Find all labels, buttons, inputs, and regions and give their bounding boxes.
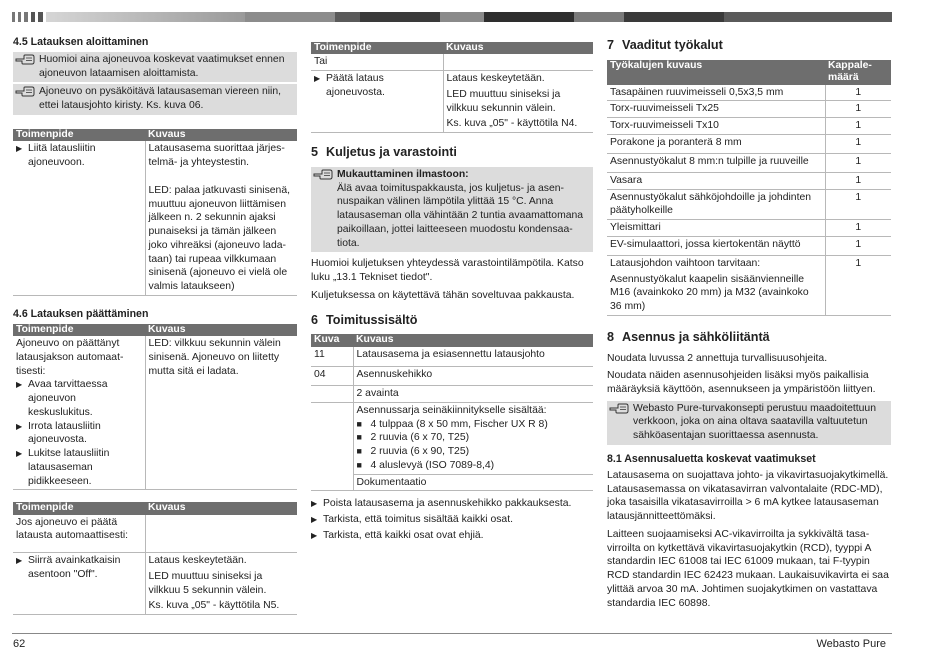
table-header: Kuvaus — [145, 502, 297, 514]
table-row: Yleismittari 1 — [607, 220, 891, 237]
table-row: Tasapäinen ruuvimeisseli 0,5x3,5 mm 1 — [607, 85, 891, 101]
table-row: 04 Asennuskehikko — [311, 367, 593, 386]
section-5-title: 5 Kuljetus ja varastointi — [311, 145, 457, 160]
page-number: 62 — [13, 638, 26, 650]
paragraph: Laitteen suojaamiseksi AC-vikavirroilta ja sykkivältä tasavirroilta on kytkettävä vikavirtasuojakytkin (RCD), tyyppi A standardin IEC 61008 tai IEC 61009 mukaan, tai F-tyypin RCD standardin IEC 62423 mukaan. Laukaisuvikavirta ei saa ylittää arvoa 30 mA. Johtimen suojakytkimen on vastattava standardia IEC 60898. — [607, 528, 889, 609]
bullet-triangle-icon: ▶ — [311, 499, 318, 509]
table-row: Torx-ruuvimeisseli Tx10 1 — [607, 118, 891, 135]
square-bullet-icon: ■ — [356, 446, 362, 457]
table-row: 11 Latausasema ja esiasennettu latausjohto — [311, 347, 593, 367]
bullet-triangle-icon: ▶ — [16, 421, 23, 431]
note-hand-icon — [313, 169, 337, 181]
note-text: Huomioi aina ajoneuvoa koskevat vaatimukset ennen ajoneuvon lataamisen aloittamista. — [39, 53, 285, 79]
table-row: Asennustyökalut sähköjohdoille ja johdinten päätyholkeille 1 — [607, 189, 891, 219]
note-text: Webasto Pure-turvakonsepti perustuu maadoitettuun verkkoon, joka on aina oltava saatavilla valtuutetun sähköasentajan suorittaessa asennusta. — [633, 402, 876, 442]
section-8-title: 8 Asennus ja sähköliitäntä — [607, 329, 770, 344]
table-header: Kuvaus — [353, 334, 593, 346]
bullet-triangle-icon: ▶ — [311, 530, 318, 540]
tools-table — [607, 60, 891, 316]
table-header: Kappalemäärä — [825, 60, 891, 85]
table-header: Kuvaus — [443, 42, 593, 54]
note-box: Mukauttaminen ilmastoon: Älä avaa toimituspakkausta, jos kuljetus- ja asennuspaikan välinen lämpötila ylittää 15 °C. Anna latausaseman olla vähintään 2 tuntia avaamattomana paikoillaan, jottei laitteeseen muodostu kondensaatiota. — [311, 167, 593, 252]
table-row: Latausjohdon vaihtoon tarvitaan: Asennustyökalut kaapelin sisäänvienneille M16 (avainkoko 20 mm) ja M32 (avainkoko 36 mm) 1 — [607, 255, 891, 315]
table-row: Vasara 1 — [607, 172, 891, 189]
column-right — [607, 38, 891, 614]
table-row: Ajoneuvo on päättänyt latausjakson automaattisesti: ▶ Avaa tarvittaessa ajoneuvon keskuslukitus. ▶ Irrota latausliitin ajoneuvosta. ▶ Lukitse latausliitin latausaseman pidikkeeseen. LED: vilkkuu sekunnin välein sinisenä. Ajoneuvo on liitetty mutta sitä ei ladata. — [13, 336, 297, 490]
table-header: Kuvaus — [145, 324, 297, 336]
table-header: Toimenpide — [13, 324, 145, 336]
bullet-triangle-icon: ▶ — [16, 449, 23, 459]
stop-charging-vehicle-table — [311, 42, 593, 133]
table-row: 2 avainta — [311, 386, 593, 403]
delivery-contents-table — [311, 334, 593, 491]
note-box — [13, 52, 297, 82]
table-row: Asennussarja seinäkiinnitykselle sisältää: ■ 4 tulppaa (8 x 50 mm, Fischer UX R 8) ■ 2 ruuvia (6 x 70, T25) ■ 2 ruuvia (6 x 90, T25) ■ 4 aluslevyä (ISO 7089-8,4) — [311, 402, 593, 474]
section-4-5-title: 4.5 Latauksen aloittaminen — [13, 36, 149, 48]
square-bullet-icon: ■ — [356, 432, 362, 443]
table-header: Työkalujen kuvaus — [607, 60, 825, 85]
paragraph: Huomioi kuljetuksen yhteydessä varastointilämpötila. Katso luku „13.1 Tekniset tiedot". — [311, 258, 584, 284]
table-header: Toimenpide — [13, 502, 145, 514]
paragraph: Latausasema on suojattava johto- ja vikavirtasuojakytkimellä. Latausasemassa on vikatasavirran valvontalaite (RDC-MD), joka tasaisilla vikatasavirroilla > 6 mA kytkee latausaseman latausjännitteettömäksi. — [607, 469, 889, 523]
column-middle — [311, 42, 593, 543]
note-hand-icon — [609, 403, 633, 415]
section-6-title: 6 Toimitussisältö — [311, 312, 418, 327]
bullet-triangle-icon: ▶ — [16, 144, 23, 154]
table-row: ▶ Siirrä avainkatkaisin asentoon "Off". Lataus keskeytetään. LED muuttuu siniseksi ja vilkkuu 5 sekunnin välein. Ks. kuva „05" - käyttötila N5. — [13, 553, 297, 615]
table-row: Porakone ja poranterä 8 mm 1 — [607, 134, 891, 153]
bullet-triangle-icon: ▶ — [16, 556, 23, 566]
table-row: Jos ajoneuvo ei päätä latausta automaattisesti: — [13, 515, 297, 553]
note-box — [607, 401, 891, 445]
table-row: ▶ Liitä latausliitin ajoneuvoon. Latausasema suorittaa järjestelmä- ja yhteystestin. LED: palaa jatkuvasti sinisenä, muuttuu ajoneuvon liittämisen jälkeen n. 2 sekunnin ajaksi punaiseksi ja tämän jälkeen joko vihreäksi (ajoneuvo ladataan) tai rupeaa vilkkumaan sinisenä (ajoneuvo ei vielä ole valmis lataukseen) — [13, 141, 297, 295]
table-row: EV-simulaattori, jossa kiertokentän näyttö 1 — [607, 236, 891, 255]
table-row: ▶ Päätä lataus ajoneuvosta. Lataus keskeytetään. LED muuttuu siniseksi ja vilkkuu sekunnin välein. Ks. kuva „05" - käyttötila N4. — [311, 71, 593, 133]
bullet-triangle-icon: ▶ — [311, 515, 318, 525]
footer-brand: Webasto Pure — [816, 638, 886, 650]
table-row: Asennustyökalut 8 mm:n tulpille ja ruuveille 1 — [607, 153, 891, 172]
footer-divider — [12, 633, 892, 634]
paragraph: Noudata näiden asennusohjeiden lisäksi myös paikallisia määräyksiä käyttöön, asennukseen ja ympäristöön liittyen. — [607, 370, 876, 395]
header-color-bar — [12, 12, 892, 22]
bullet-triangle-icon: ▶ — [314, 74, 321, 84]
table-row: Tai — [311, 54, 593, 70]
bullet-triangle-icon: ▶ — [16, 380, 23, 390]
start-charging-table — [13, 129, 297, 296]
table-row: Dokumentaatio — [311, 474, 593, 491]
section-4-6-title: 4.6 Latauksen päättäminen — [13, 307, 149, 320]
note-box — [13, 84, 297, 114]
step-list: ▶ Poista latausasema ja asennuskehikko pakkauksesta. ▶ Tarkista, että toimitus sisältää kaikki osat. ▶ Tarkista, että kaikki osat ovat ehjiä. — [311, 498, 572, 541]
section-8-1-title: 8.1 Asennusaluetta koskevat vaatimukset — [607, 452, 816, 465]
table-header: Kuva — [311, 334, 353, 346]
section-7-title: 7 Vaaditut työkalut — [607, 38, 723, 52]
note-hand-icon — [15, 86, 39, 98]
note-text: Ajoneuvo on pysäköitävä latausaseman viereen niin, ettei latausjohto kiristy. Ks. kuva 06. — [39, 86, 282, 112]
paragraph: Kuljetuksessa on käytettävä tähän soveltuvaa pakkausta. — [311, 289, 575, 301]
table-header: Kuvaus — [145, 129, 297, 141]
table-header: Toimenpide — [311, 42, 443, 54]
square-bullet-icon: ■ — [356, 459, 362, 470]
table-header: Toimenpide — [13, 129, 145, 141]
square-bullet-icon: ■ — [356, 418, 362, 429]
stop-charging-table — [13, 324, 297, 491]
column-left — [13, 36, 297, 615]
table-row: Torx-ruuvimeisseli Tx25 1 — [607, 101, 891, 118]
note-hand-icon — [15, 54, 39, 66]
stop-charging-manual-table — [13, 502, 297, 615]
paragraph: Noudata luvussa 2 annettuja turvallisuusohjeita. — [607, 352, 828, 364]
